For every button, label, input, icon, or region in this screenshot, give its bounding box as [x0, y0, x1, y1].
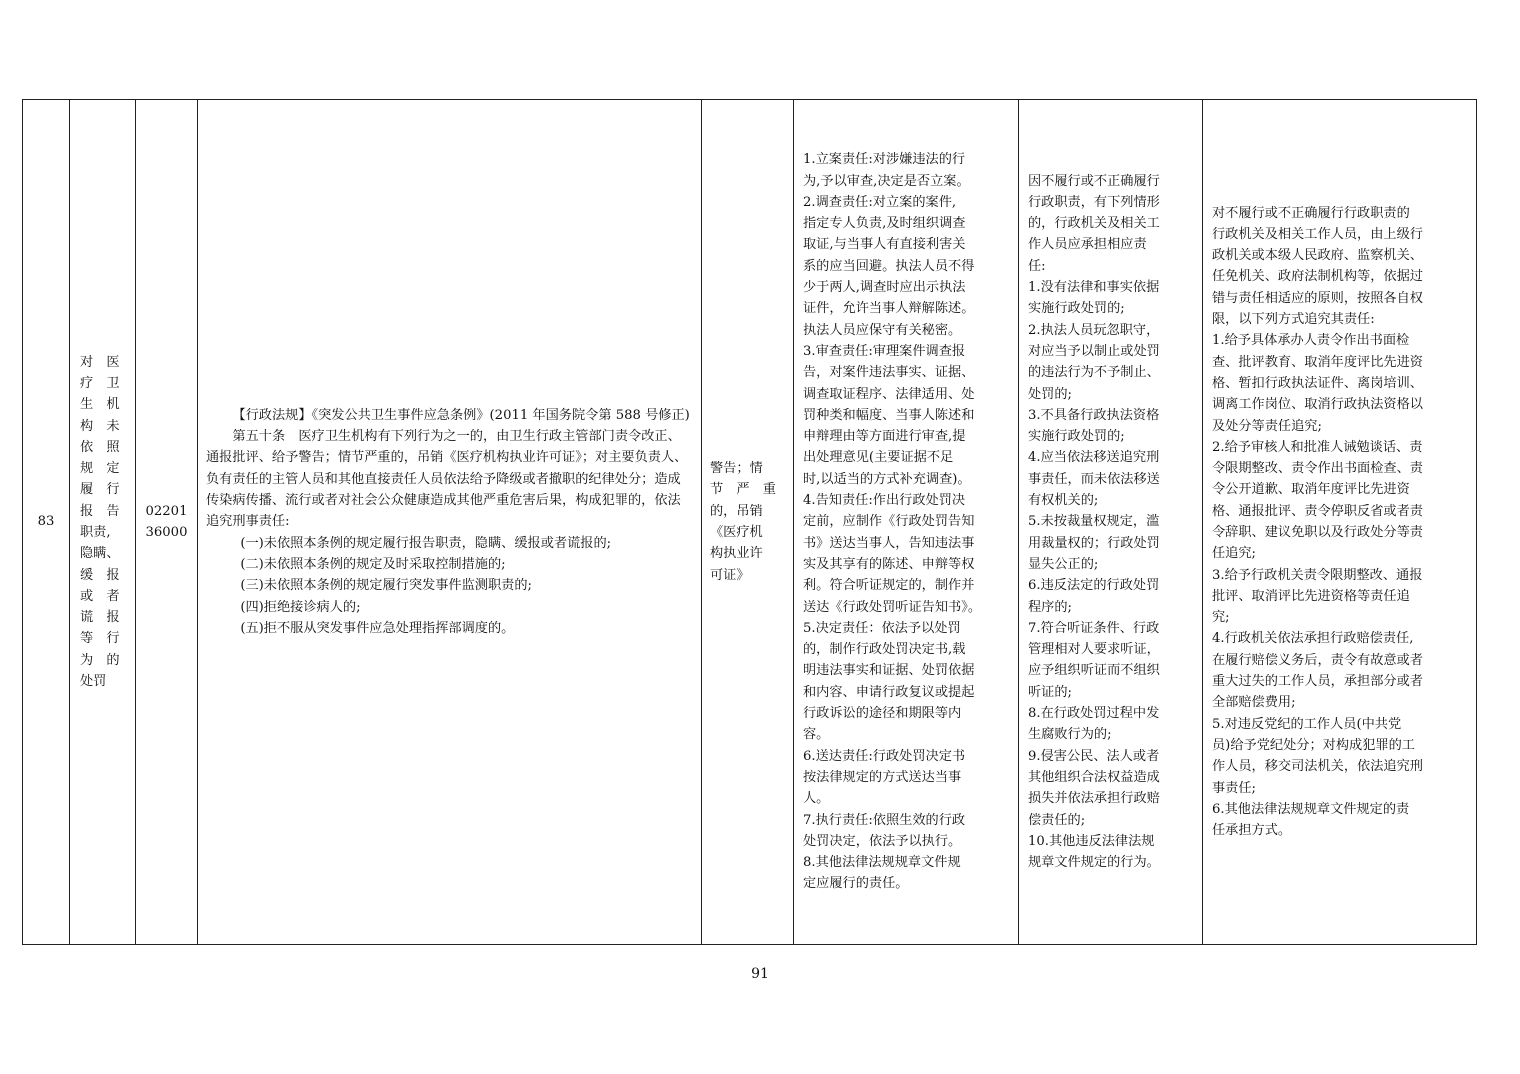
responsibility-line: 调查取证程序、法律适用、处: [803, 386, 975, 402]
responsibility-line: 少于两人,调查时应出示执法: [803, 280, 966, 296]
accountability-line: 对不履行或不正确履行行政职责的: [1212, 205, 1410, 221]
responsibility-line: 的，制作行政处罚决定书,载: [803, 642, 966, 658]
responsibility-line: 利。符合听证规定的，制作并: [803, 578, 975, 594]
responsibility-line: 明违法事实和证据、处罚依据: [803, 663, 975, 679]
situation-line: 对应当予以制止或处罚: [1028, 343, 1160, 359]
situation-line: 显失公正的;: [1028, 556, 1099, 572]
responsibility-line: 送达《行政处罚听证告知书》。: [803, 599, 982, 615]
basis-clauses: [206, 533, 693, 639]
responsibility-line: 1.立案责任:对涉嫌违法的行: [803, 152, 966, 168]
situation-line: 规章文件规定的行为。: [1028, 855, 1160, 871]
table-row: [23, 100, 1477, 945]
accountability-line: 全部赔偿费用;: [1212, 695, 1296, 711]
responsibility-line: 8.其他法律法规规章文件规: [803, 855, 961, 871]
item-name: [80, 352, 127, 693]
situation-line: 损失并依法承担行政赔: [1028, 791, 1160, 807]
responsibility-line: 执法人员应保守有关秘密。: [803, 322, 962, 338]
accountability-line: 调离工作岗位、取消行政执法资格以: [1212, 397, 1423, 413]
responsibility-line: 书》送达当事人，告知违法事: [803, 535, 975, 551]
accountability-line: 政机关或本级人民政府、监察机关、: [1212, 248, 1423, 264]
responsibility-line: 按法律规定的方式送达当事: [803, 769, 962, 785]
penalty-line: 构执业许: [710, 546, 763, 562]
responsibility-line: 证件，允许当事人辩解陈述。: [803, 301, 975, 317]
situation-line: 因不履行或不正确履行: [1028, 173, 1160, 189]
accountability-line: 事责任;: [1212, 780, 1257, 796]
situation-line: 偿责任的;: [1028, 812, 1086, 828]
situation-line: 其他组织合法权益造成: [1028, 769, 1160, 785]
accountability-line: 5.对违反党纪的工作人员(中共党: [1212, 716, 1402, 732]
item-name-line: 谎 报: [80, 610, 120, 626]
situation-line: 1.没有法律和事实依据: [1028, 280, 1160, 296]
responsibility-line: 取证,与当事人有直接利害关: [803, 237, 966, 253]
situation-cell: [1019, 100, 1203, 945]
situation-line: 行政职责，有下列情形: [1028, 194, 1160, 210]
responsibility-line: 人。: [803, 791, 830, 807]
accountability-methods: [1212, 203, 1468, 842]
accountability-line: 作人员，移交司法机关，依法追究刑: [1212, 759, 1423, 775]
responsibility-line: 系的应当回避。执法人员不得: [803, 258, 975, 274]
responsibility-line: 告，对案件违法事实、证据、: [803, 365, 975, 381]
penalty-line: 的，吊销: [710, 503, 763, 519]
responsibility-line: 定前，应制作《行政处罚告知: [803, 514, 975, 530]
situation-line: 应予组织听证而不组织: [1028, 663, 1160, 679]
responsibility-line: 6.送达责任:行政处罚决定书: [803, 748, 966, 764]
responsibility-line: 出处理意见(主要证据不足: [803, 450, 954, 466]
accountability-line: 及处分等责任追究;: [1212, 418, 1322, 434]
situation-line: 8.在行政处罚过程中发: [1028, 706, 1160, 722]
item-name-line: 职责,: [80, 525, 111, 540]
situation-line: 的，行政机关及相关工: [1028, 216, 1160, 232]
accountability-line: 行政机关及相关工作人员，由上级行: [1212, 226, 1423, 242]
responsibility-line: 为,予以审查,决定是否立案。: [803, 173, 970, 189]
accountability-line: 限，以下列方式追究其责任:: [1212, 312, 1375, 328]
accountability-line: 员)给予党纪处分；对构成犯罪的工: [1212, 737, 1415, 753]
penalty-cell: [702, 100, 794, 945]
accountability-line: 令公开道歉、取消年度评比先进资: [1212, 482, 1410, 498]
basis-clause: (五)拒不服从突发事件应急处理指挥部调度的。: [240, 620, 515, 636]
item-name-line: 或 者: [80, 588, 120, 604]
basis-article: 第五十条 医疗卫生机构有下列行为之一的，由卫生行政主管部门责令改正、通报批评、给予警告；情节严重的，吊销《医疗机构执业许可证》；对主要负责人、负有责任的主管人员和其他直接责任人员依法给予降级或者撤职的纪律处分；造成传染病传播、流行或者对社会公众健康造成其他严重危害后果，构成犯罪的，依法追究刑事责任:: [206, 429, 688, 530]
basis-clause: (三)未依照本条例的规定履行突发事件监测职责的;: [240, 578, 532, 594]
item-name-line: 生 机: [80, 397, 120, 413]
penalty-line: 可证》: [710, 567, 750, 583]
situation-line: 管理相对人要求听证，: [1028, 642, 1160, 658]
situation-line: 听证的;: [1028, 684, 1073, 700]
accountability-line: 究;: [1212, 610, 1230, 626]
accountability-line: 1.给予具体承办人责令作出书面检: [1212, 333, 1410, 349]
basis-clause: (一)未依照本条例的规定履行报告职责，隐瞒、缓报或者谎报的;: [240, 535, 612, 551]
item-name-line: 履 行: [80, 482, 120, 498]
accountability-line: 令限期整改、责令作出书面检查、责: [1212, 461, 1423, 477]
penalty-line: 《医疗机: [710, 525, 763, 540]
item-code-cell: [136, 100, 198, 945]
penalty-line: 警告；情: [710, 461, 763, 477]
responsibility-line: 实及其享有的陈述、申辩等权: [803, 556, 975, 572]
responsibility-line: 时,以适当的方式补充调查)。: [803, 471, 971, 487]
row-number-cell: [23, 100, 70, 945]
item-name-line: 对 医: [80, 354, 120, 370]
row-number: 83: [37, 514, 55, 530]
responsibility-list: [803, 149, 1010, 894]
item-code-line: 36000: [145, 525, 188, 540]
basis-clause: (二)未依照本条例的规定及时采取控制措施的;: [240, 556, 506, 572]
responsibility-line: 定应履行的责任。: [803, 876, 909, 892]
item-name-line: 缓 报: [80, 567, 120, 583]
responsibility-line: 罚种类和幅度、当事人陈述和: [803, 407, 975, 423]
accountability-line: 错与责任相适应的原则，按照各自权: [1212, 290, 1423, 306]
power-list-table: [22, 99, 1477, 945]
accountability-line: 2.给予审核人和批准人诫勉谈话、责: [1212, 439, 1423, 455]
situation-line: 6.违反法定的行政处罚: [1028, 578, 1160, 594]
penalty-type: [710, 458, 785, 586]
situation-line: 作人员应承担相应责: [1028, 237, 1147, 253]
basis-clause: (四)拒绝接诊病人的;: [240, 599, 361, 615]
item-name-cell: [70, 100, 136, 945]
item-name-line: 规 定: [80, 461, 120, 477]
accountability-line: 格、通报批评、责令停职反省或者责: [1212, 503, 1423, 519]
responsibility-line: 处罚决定，依法予以执行。: [803, 833, 962, 849]
accountability-line: 批评、取消评比先进资格等责任追: [1212, 588, 1410, 604]
situation-line: 7.符合听证条件、行政: [1028, 620, 1160, 636]
responsibility-line: 容。: [803, 727, 830, 743]
accountability-line: 4.行政机关依法承担行政赔偿责任,: [1212, 631, 1414, 647]
legal-basis-cell: [198, 100, 702, 945]
situation-line: 有权机关的;: [1028, 493, 1099, 509]
accountability-line: 任承担方式。: [1212, 823, 1292, 839]
item-name-line: 依 照: [80, 439, 120, 455]
responsibility-line: 4.告知责任:作出行政处罚决: [803, 493, 966, 509]
accountability-line: 令辞职、建议免职以及行政处分等责: [1212, 525, 1423, 540]
accountability-line: 重大过失的工作人员，承担部分或者: [1212, 674, 1423, 690]
responsibility-line: 和内容、申请行政复议或提起: [803, 684, 975, 700]
item-name-line: 处罚: [80, 674, 107, 690]
item-name-line: 构 未: [80, 418, 120, 434]
accountability-line: 3.给予行政机关责令限期整改、通报: [1212, 567, 1423, 583]
item-name-line: 疗 卫: [80, 375, 120, 391]
item-code-line: 02201: [145, 504, 188, 519]
responsibility-line: 7.执行责任:依照生效的行政: [803, 812, 966, 828]
responsibility-line: 行政诉讼的途径和期限等内: [803, 706, 962, 722]
basis-heading: 【行政法规】《突发公共卫生事件应急条例》(2011 年国务院令第 588 号修正): [232, 407, 690, 423]
situation-line: 处罚的;: [1028, 386, 1073, 402]
responsibility-line: 5.决定责任：依法予以处罚: [803, 620, 961, 636]
situation-line: 5.未按裁量权规定，滥: [1028, 514, 1160, 530]
situation-line: 实施行政处罚的;: [1028, 301, 1125, 317]
situation-line: 10.其他违反法律法规: [1028, 833, 1155, 849]
situation-line: 2.执法人员玩忽职守，: [1028, 322, 1160, 338]
responsibility-line: 申辩理由等方面进行审查,提: [803, 429, 966, 445]
accountability-line: 格、暂扣行政执法证件、离岗培训、: [1212, 375, 1423, 391]
situation-line: 事责任，而未依法移送: [1028, 471, 1160, 487]
page-number: 91: [751, 966, 769, 982]
responsibility-line: 3.审查责任:审理案件调查报: [803, 343, 966, 359]
accountability-situations: [1028, 171, 1194, 874]
responsibility-line: 指定专人负责,及时组织调查: [803, 216, 966, 232]
situation-line: 用裁量权的；行政处罚: [1028, 535, 1160, 551]
situation-line: 生腐败行为的;: [1028, 727, 1112, 743]
responsibility-line: 2.调查责任:对立案的案件,: [803, 194, 957, 210]
situation-line: 程序的;: [1028, 599, 1073, 615]
situation-line: 4.应当依法移送追究刑: [1028, 450, 1160, 466]
situation-line: 的违法行为不予制止、: [1028, 365, 1160, 381]
item-name-line: 为 的: [80, 652, 120, 668]
accountability-line: 在履行赔偿义务后，责令有故意或者: [1212, 652, 1423, 668]
situation-line: 9.侵害公民、法人或者: [1028, 748, 1160, 764]
situation-line: 实施行政处罚的;: [1028, 429, 1125, 445]
accountability-cell: [1203, 100, 1477, 945]
responsibility-cell: [794, 100, 1019, 945]
item-name-line: 报 告: [80, 503, 120, 519]
accountability-line: 任免机关、政府法制机构等，依据过: [1212, 269, 1423, 285]
penalty-line: 节 严 重: [710, 482, 776, 498]
situation-line: 任:: [1028, 258, 1046, 274]
item-name-line: 等 行: [80, 631, 120, 647]
accountability-line: 查、批评教育、取消年度评比先进资: [1212, 354, 1423, 370]
accountability-line: 6.其他法律法规规章文件规定的责: [1212, 801, 1410, 817]
item-name-line: 隐瞒、: [80, 546, 120, 562]
item-code: [136, 501, 197, 543]
situation-line: 3.不具备行政执法资格: [1028, 407, 1160, 423]
accountability-line: 任追究;: [1212, 546, 1257, 562]
